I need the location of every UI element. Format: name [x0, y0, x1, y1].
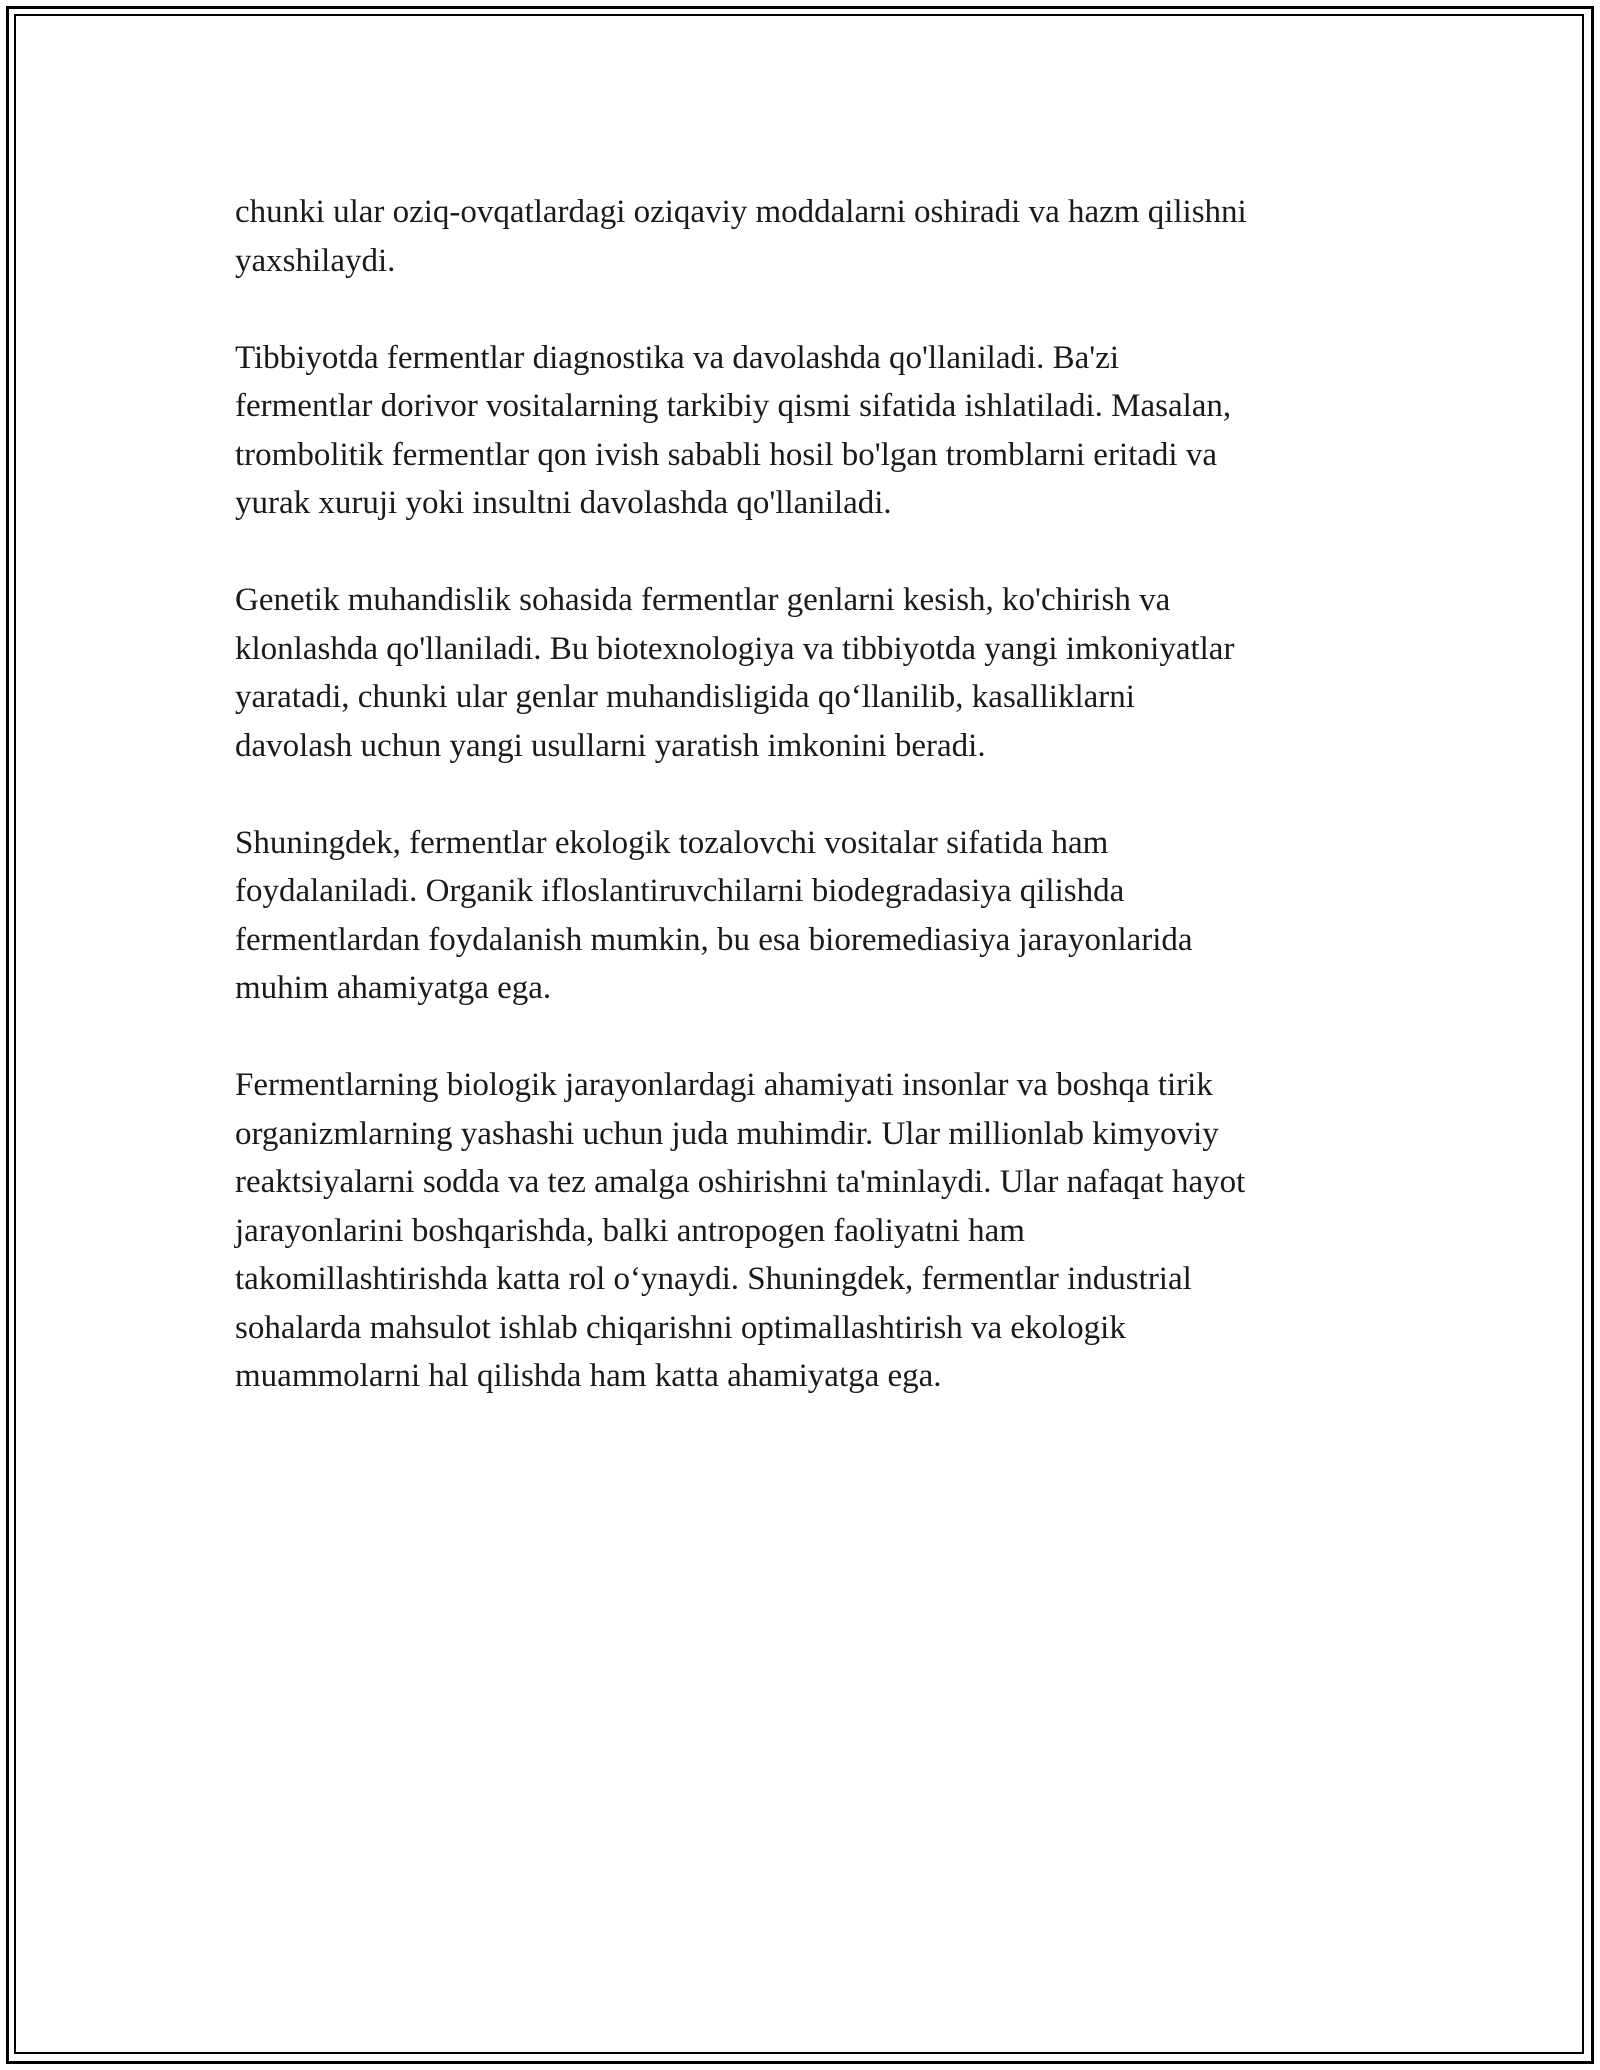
paragraph	[235, 1061, 1370, 1401]
paragraph	[235, 576, 1370, 770]
text-line: chunki ular oziq-ovqatlardagi oziqaviy moddalarni oshiradi va hazm qilishni	[235, 194, 1247, 230]
text-line: jarayonlarini boshqarishda, balki antropogen faoliyatni ham	[235, 1212, 1025, 1249]
text-line: yurak xuruji yoki insultni davolashda qo'llaniladi.	[235, 485, 892, 521]
text-line: trombolitik fermentlar qon ivish sababli hosil bo'lgan tromblarni eritadi va	[235, 436, 1217, 473]
paragraph	[235, 188, 1370, 285]
text-line: davolash uchun yangi usullarni yaratish imkonini beradi.	[235, 727, 986, 764]
text-line: fermentlardan foydalanish mumkin, bu esa bioremediasiya jarayonlarida	[235, 921, 1193, 958]
document-body	[235, 188, 1370, 1449]
text-line: Shuningdek, fermentlar ekologik tozalovchi vositalar sifatida ham	[235, 824, 1109, 861]
text-line: sohalarda mahsulot ishlab chiqarishni optimallashtirish va ekologik	[235, 1309, 1126, 1346]
text-line: Tibbiyotda fermentlar diagnostika va davolashda qo'llaniladi. Ba'zi	[235, 339, 1120, 376]
text-line: fermentlar dorivor vositalarning tarkibiy qismi sifatida ishlatiladi. Masalan,	[235, 388, 1232, 424]
paragraph	[235, 334, 1370, 528]
text-line: Genetik muhandislik sohasida fermentlar genlarni kesish, ko'chirish va	[235, 582, 1171, 618]
text-line: foydalaniladi. Organik ifloslantiruvchilarni biodegradasiya qilishda	[235, 873, 1125, 909]
text-line: yaxshilaydi.	[235, 242, 396, 279]
text-line: takomillashtirishda katta rol o‘ynaydi. Shuningdek, fermentlar industrial	[235, 1261, 1192, 1297]
text-line: muammolarni hal qilishda ham katta ahamiyatga ega.	[235, 1358, 942, 1394]
text-line: yaratadi, chunki ular genlar muhandisligida qo‘llanilib, kasalliklarni	[235, 679, 1135, 715]
text-line: organizmlarning yashashi uchun juda muhimdir. Ular millionlab kimyoviy	[235, 1115, 1219, 1152]
text-line: muhim ahamiyatga ega.	[235, 970, 552, 1006]
text-line: klonlashda qo'llaniladi. Bu biotexnologiya va tibbiyotda yangi imkoniyatlar	[235, 630, 1235, 667]
paragraph	[235, 819, 1370, 1013]
text-line: reaktsiyalarni sodda va tez amalga oshirishni ta'minlaydi. Ular nafaqat hayot	[235, 1164, 1246, 1200]
text-line: Fermentlarning biologik jarayonlardagi ahamiyati insonlar va boshqa tirik	[235, 1067, 1213, 1103]
